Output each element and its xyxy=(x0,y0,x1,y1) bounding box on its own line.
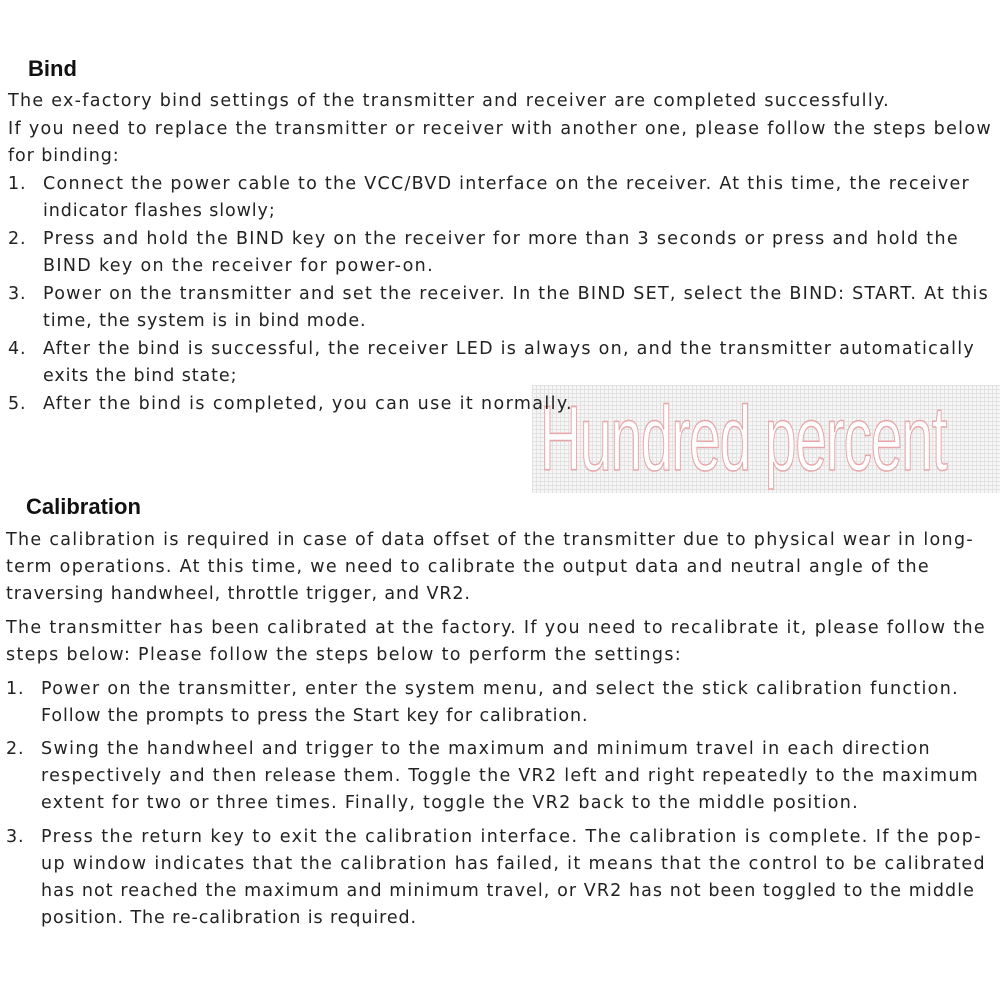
step-number: 3. xyxy=(8,284,27,304)
step-line: Press the return key to exit the calibration interface. The calibration is complete. If the pop- xyxy=(41,827,982,847)
step-line: exits the bind state; xyxy=(43,366,238,386)
step-line: BIND key on the receiver for power-on. xyxy=(43,256,434,276)
step-number: 1. xyxy=(6,679,25,699)
step-line: Follow the prompts to press the Start key for calibration. xyxy=(41,706,589,726)
bind-intro-line: The ex-factory bind settings of the transmitter and receiver are completed successfully. xyxy=(8,91,890,111)
step-number: 5. xyxy=(8,394,27,414)
step-line: respectively and then release them. Toggle the VR2 left and right repeatedly to the maximum xyxy=(41,766,979,786)
section-title-bind: Bind xyxy=(28,56,77,81)
step-number: 2. xyxy=(6,739,25,759)
watermark-text: Hundred percent xyxy=(540,388,947,490)
step-number: 3. xyxy=(6,827,25,847)
step-line: Press and hold the BIND key on the receiver for more than 3 seconds or press and hold the xyxy=(43,229,959,249)
calibration-para-line: steps below: Please follow the steps below to perform the settings: xyxy=(6,645,682,665)
bind-intro-line: If you need to replace the transmitter or receiver with another one, please follow the steps below xyxy=(8,119,992,139)
calibration-para-line: traversing handwheel, throttle trigger, and VR2. xyxy=(6,584,471,604)
calibration-para-line: term operations. At this time, we need to calibrate the output data and neutral angle of the xyxy=(6,557,930,577)
step-number: 2. xyxy=(8,229,27,249)
step-line: extent for two or three times. Finally, toggle the VR2 back to the middle position. xyxy=(41,793,859,813)
step-line: time, the system is in bind mode. xyxy=(43,311,367,331)
step-line: Power on the transmitter, enter the system menu, and select the stick calibration function. xyxy=(41,679,959,699)
step-number: 1. xyxy=(8,174,27,194)
calibration-para-line: The calibration is required in case of data offset of the transmitter due to physical wear in long- xyxy=(6,530,974,550)
calibration-para-line: The transmitter has been calibrated at the factory. If you need to recalibrate it, please follow the xyxy=(6,618,986,638)
step-number: 4. xyxy=(8,339,27,359)
step-line: After the bind is completed, you can use it normally. xyxy=(43,394,573,414)
step-line: has not reached the maximum and minimum travel, or VR2 has not been toggled to the middle xyxy=(41,881,975,901)
step-line: indicator flashes slowly; xyxy=(43,201,276,221)
step-line: position. The re-calibration is required. xyxy=(41,908,417,928)
step-line: Connect the power cable to the VCC/BVD interface on the receiver. At this time, the receiver xyxy=(43,174,970,194)
section-title-calibration: Calibration xyxy=(26,494,141,519)
bind-intro-line: for binding: xyxy=(8,146,120,166)
step-line: Swing the handwheel and trigger to the maximum and minimum travel in each direction xyxy=(41,739,931,759)
step-line: up window indicates that the calibration has failed, it means that the control to be calibrated xyxy=(41,854,986,874)
step-line: After the bind is successful, the receiver LED is always on, and the transmitter automatically xyxy=(43,339,975,359)
watermark xyxy=(532,385,1000,493)
step-line: Power on the transmitter and set the receiver. In the BIND SET, select the BIND: START. At this xyxy=(43,284,989,304)
